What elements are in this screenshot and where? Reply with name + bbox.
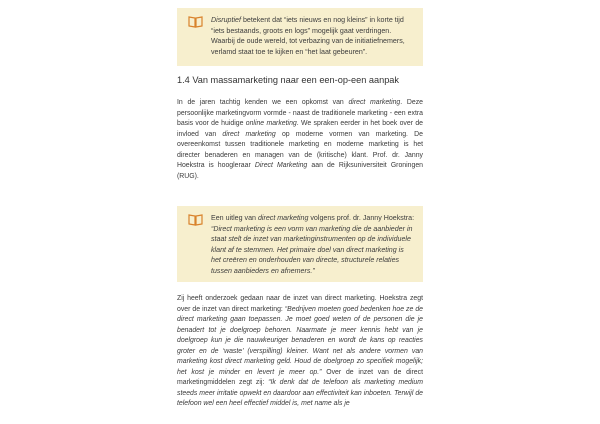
callout-text <box>211 15 415 57</box>
book-icon <box>188 16 203 28</box>
hoekstra-quote: “Direct marketing is een vorm van marketing die de aanbieder in staat stelt de inzet van marketinginstrumenten op de individuele klant af te stemmen. Het primaire doel van direct marketing is het creëren en onderhouden van directe, structurele relaties tussen aanbieders en afnemers.” <box>211 224 413 275</box>
body-paragraph-1: In de jaren tachtig kenden we een opkomst van direct marketing. Deze persoonlijke marketingvorm vormde - naast de traditionele marketing - een extra basis voor de huidige online marketing. We spraken eerder in het boek over de invloed van direct marketing op moderne vormen van marketing. De overeenkomst tussen traditionele marketing en moderne marketing is het directer benaderen en managen van de (kritische) klant. Prof. dr. Janny Hoekstra is hoogleraar Direct Marketing aan de Rijksuniversiteit Groningen (RUG). <box>177 99 423 180</box>
callout-text: Een uitleg van direct marketing volgens prof. dr. Janny Hoekstra: “Direct marketing is een vorm van marketing die de aanbieder in staat stelt de inzet van marketinginstrumenten op de individuele klant af te stemmen. Het primaire doel van direct marketing is het creëren en onderhouden van directe, structurele relaties tussen aanbieders en afnemers.” <box>211 214 415 275</box>
callout-definition <box>177 8 423 66</box>
callout-term: Disruptief <box>211 16 241 24</box>
callout-body: betekent dat “iets nieuws en nog kleins” in korte tijd “iets bestaands, groots en logs” mogelijk gaat verdringen. Waarbij de oude wereld, tot verbazing van de initiatiefnemers, verlamd staat toe te kijken en “het laat gebeuren”. <box>211 16 405 56</box>
section-heading: 1.4 Van massamarketing naar een een-op-een aanpak <box>177 75 400 85</box>
body-paragraph-2: Zij heeft onderzoek gedaan naar de inzet van direct marketing. Hoekstra zegt over de inzet van direct marketing: “Bedrijven moeten goed bedenken hoe ze de direct marketing gaan toepassen. Je moet goed weten of de personen die je benadert tot je doelgroep behoren. Naarmate je meer kennis hebt van je doelgroep kun je die nauwkeuriger benaderen en wordt de kans op reacties groter en de ‘waste’ (verspilling) kleiner. Want net als andere vormen van marketing kost direct marketing geld. Houd de doelgroep zo specifiek mogelijk; het kost je minder en levert je meer op.” Over de inzet van de direct marketingmiddelen zegt zij: “Ik denk dat de telefoon als marketing medium steeds meer irritatie opwekt en daardoor aan effectiviteit kan inboeten. Terwijl de telefoon wel een heel effectief middel is, met name als je <box>177 295 423 407</box>
book-icon <box>188 214 203 226</box>
callout-quote <box>177 206 423 282</box>
